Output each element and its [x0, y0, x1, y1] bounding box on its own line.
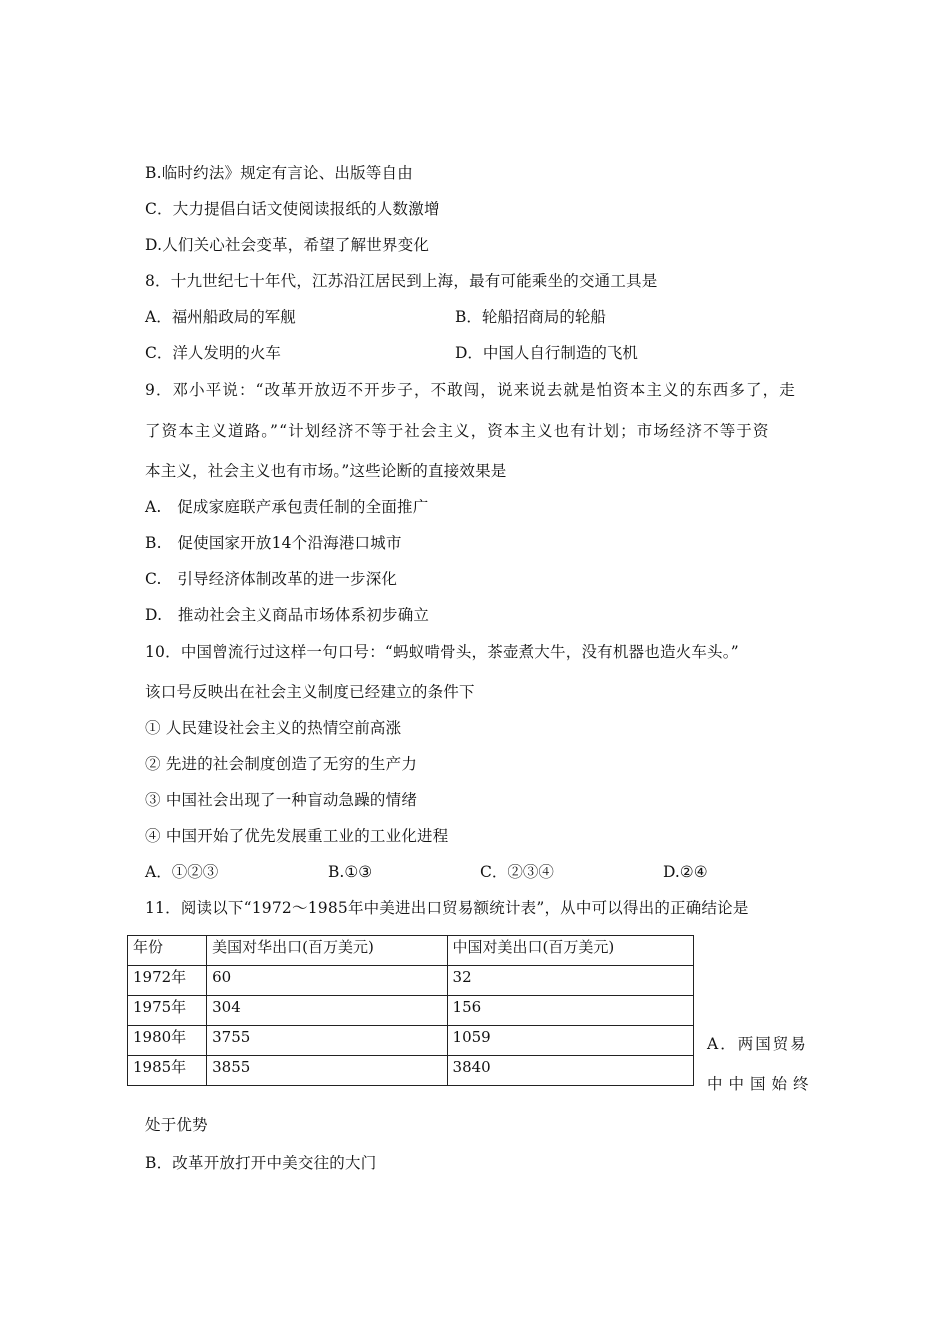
q11-option-b: B．改革开放打开中美交往的大门 — [145, 1154, 377, 1172]
q11-option-a-part2: 中中国始终 — [707, 1075, 815, 1093]
q10-statement-3: ③ 中国社会出现了一种盲动急躁的情绪 — [145, 791, 418, 809]
table-header-cell: 美国对华出口(百万美元) — [207, 936, 447, 966]
q8-option-c: C．洋人发明的火车 — [145, 344, 281, 362]
q9-option-b: B. 促使国家开放14个沿海港口城市 — [145, 534, 402, 552]
table-cell: 156 — [447, 996, 693, 1026]
table-row — [128, 1026, 694, 1056]
q9-stem-line3: 本主义，社会主义也有市场。”这些论断的直接效果是 — [145, 462, 507, 480]
q8-option-b: B．轮船招商局的轮船 — [455, 308, 606, 326]
q10-option-a: A．①②③ — [145, 863, 219, 881]
q8-stem: 8．十九世纪七十年代，江苏沿江居民到上海，最有可能乘坐的交通工具是 — [145, 272, 658, 290]
table-row — [128, 996, 694, 1026]
q10-option-c: C．②③④ — [480, 863, 554, 881]
table-cell: 1059 — [447, 1026, 693, 1056]
q9-option-d: D. 推动社会主义商品市场体系初步确立 — [145, 606, 430, 624]
table-row — [128, 966, 694, 996]
table-cell: 3840 — [447, 1056, 693, 1086]
table-header-cell: 年份 — [128, 936, 207, 966]
q10-stem-line2: 该口号反映出在社会主义制度已经建立的条件下 — [145, 683, 475, 701]
trade-table — [127, 935, 694, 1086]
q7-option-c: C．大力提倡白话文使阅读报纸的人数激增 — [145, 200, 440, 218]
q9-stem-line1: 9．邓小平说：“改革开放迈不开步子，不敢闯，说来说去就是怕资本主义的东西多了，走 — [145, 381, 796, 399]
q10-option-d: D.②④ — [663, 863, 708, 881]
table-cell: 304 — [207, 996, 447, 1026]
table-cell: 60 — [207, 966, 447, 996]
table-header-cell: 中国对美出口(百万美元) — [447, 936, 693, 966]
table-cell: 1972年 — [128, 966, 207, 996]
table-cell: 3855 — [207, 1056, 447, 1086]
q10-statement-2: ② 先进的社会制度创造了无穷的生产力 — [145, 755, 418, 773]
q9-stem-line2: 了资本主义道路。”“计划经济不等于社会主义，资本主义也有计划；市场经济不等于资 — [145, 422, 770, 440]
table-cell: 1980年 — [128, 1026, 207, 1056]
q9-option-a: A. 促成家庭联产承包责任制的全面推广 — [145, 498, 429, 516]
q7-option-d: D.人们关心社会变革，希望了解世界变化 — [145, 236, 430, 254]
q11-option-a-part1: A．两国贸易 — [707, 1035, 808, 1053]
q8-option-a: A．福州船政局的军舰 — [145, 308, 296, 326]
q11-option-a-part3: 处于优势 — [145, 1116, 208, 1134]
q10-statement-1: ① 人民建设社会主义的热情空前高涨 — [145, 719, 402, 737]
q9-option-c: C. 引导经济体制改革的进一步深化 — [145, 570, 398, 588]
table-cell: 1975年 — [128, 996, 207, 1026]
q11-stem: 11．阅读以下“1972～1985年中美进出口贸易额统计表”，从中可以得出的正确结论是 — [145, 899, 749, 917]
table-row — [128, 1056, 694, 1086]
table-header-row — [128, 936, 694, 966]
table-cell: 3755 — [207, 1026, 447, 1056]
q10-statement-4: ④ 中国开始了优先发展重工业的工业化进程 — [145, 827, 449, 845]
table-cell: 1985年 — [128, 1056, 207, 1086]
table-cell: 32 — [447, 966, 693, 996]
q10-option-b: B.①③ — [328, 863, 373, 881]
q7-option-b: B.临时约法》规定有言论、出版等自由 — [145, 164, 413, 182]
q10-stem-line1: 10．中国曾流行过这样一句口号：“蚂蚁啃骨头，茶壶煮大牛，没有机器也造火车头。” — [145, 643, 739, 661]
q8-option-d: D．中国人自行制造的飞机 — [455, 344, 638, 362]
